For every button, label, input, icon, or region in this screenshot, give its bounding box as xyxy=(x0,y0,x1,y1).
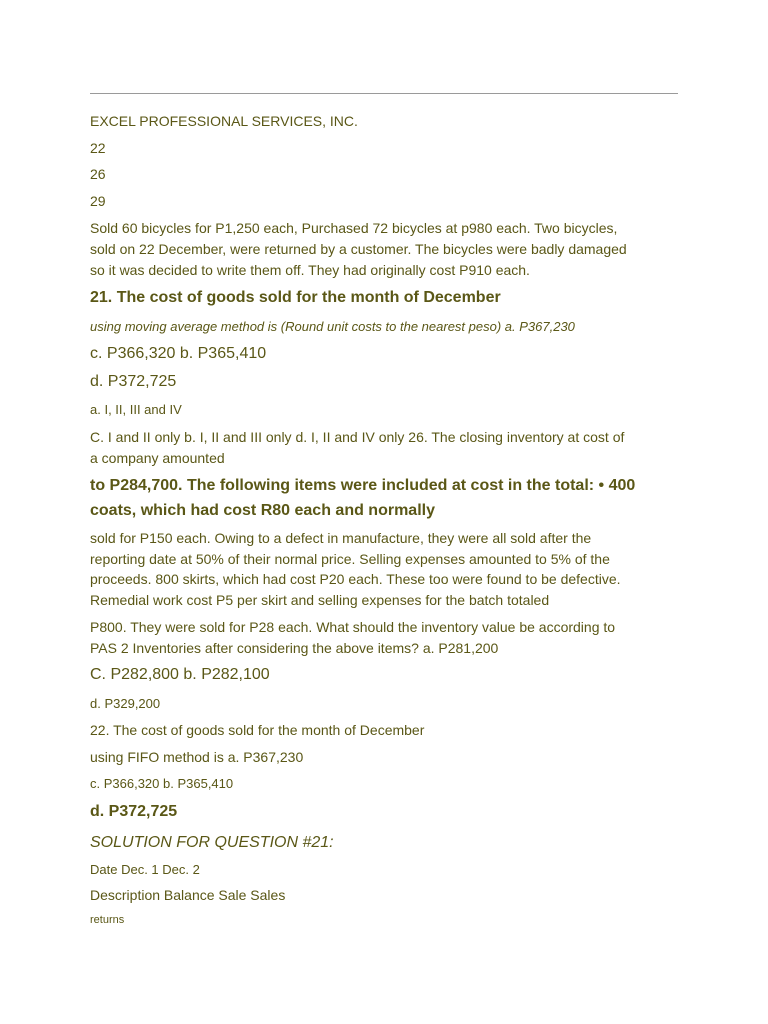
solution-heading: SOLUTION FOR QUESTION #21: xyxy=(90,834,334,851)
question-26-heading: to P284,700. The following items were included at cost in the total: • 400 xyxy=(90,477,636,494)
table-header-date: Date Dec. 1 Dec. 2 xyxy=(90,862,200,877)
question-26-heading-cont: coats, which had cost R80 each and normally xyxy=(90,502,435,519)
paragraph-line: sold on 22 December, were returned by a customer. The bicycles were badly damaged xyxy=(90,241,627,257)
paragraph-line: P800. They were sold for P28 each. What should the inventory value be according to xyxy=(90,619,616,635)
top-divider xyxy=(90,93,678,94)
paragraph-line: sold for P150 each. Owing to a defect in manufacture, they were all sold after the xyxy=(90,530,592,546)
date-29: 29 xyxy=(90,193,106,209)
answer-option-d: d. P329,200 xyxy=(90,696,161,711)
choice-line: a. I, II, III and IV xyxy=(90,402,182,417)
question-21-heading: 21. The cost of goods sold for the month of December xyxy=(90,289,501,306)
answer-options: c. P366,320 b. P365,410 xyxy=(90,345,267,362)
paragraph-line: a company amounted xyxy=(90,450,225,466)
question-22-method: using FIFO method is a. P367,230 xyxy=(90,749,304,765)
answer-options: c. P366,320 b. P365,410 xyxy=(90,776,234,791)
table-header-description: Description Balance Sale Sales xyxy=(90,887,286,903)
answer-option-d: d. P372,725 xyxy=(90,803,178,820)
paragraph-line: Sold 60 bicycles for P1,250 each, Purchased 72 bicycles at p980 each. Two bicycles, xyxy=(90,220,618,236)
answer-option-d: d. P372,725 xyxy=(90,373,177,390)
answer-options: C. P282,800 b. P282,100 xyxy=(90,666,270,683)
question-22-heading: 22. The cost of goods sold for the month of December xyxy=(90,722,425,738)
company-heading: EXCEL PROFESSIONAL SERVICES, INC. xyxy=(90,113,358,129)
date-22: 22 xyxy=(90,140,106,156)
question-21-method: using moving average method is (Round unit costs to the nearest peso) a. P367,230 xyxy=(90,319,575,334)
paragraph-line: PAS 2 Inventories after considering the above items? a. P281,200 xyxy=(90,640,499,656)
date-26: 26 xyxy=(90,166,106,182)
table-header-cont: returns xyxy=(90,914,125,926)
paragraph-line: so it was decided to write them off. They had originally cost P910 each. xyxy=(90,262,530,278)
paragraph-line: C. I and II only b. I, II and III only d. I, II and IV only 26. The closing inventory at cost of xyxy=(90,429,625,445)
paragraph-line: reporting date at 50% of their normal price. Selling expenses amounted to 5% of the xyxy=(90,551,610,567)
paragraph-line: proceeds. 800 skirts, which had cost P20 each. These too were found to be defective. xyxy=(90,571,621,587)
paragraph-line: Remedial work cost P5 per skirt and selling expenses for the batch totaled xyxy=(90,592,550,608)
